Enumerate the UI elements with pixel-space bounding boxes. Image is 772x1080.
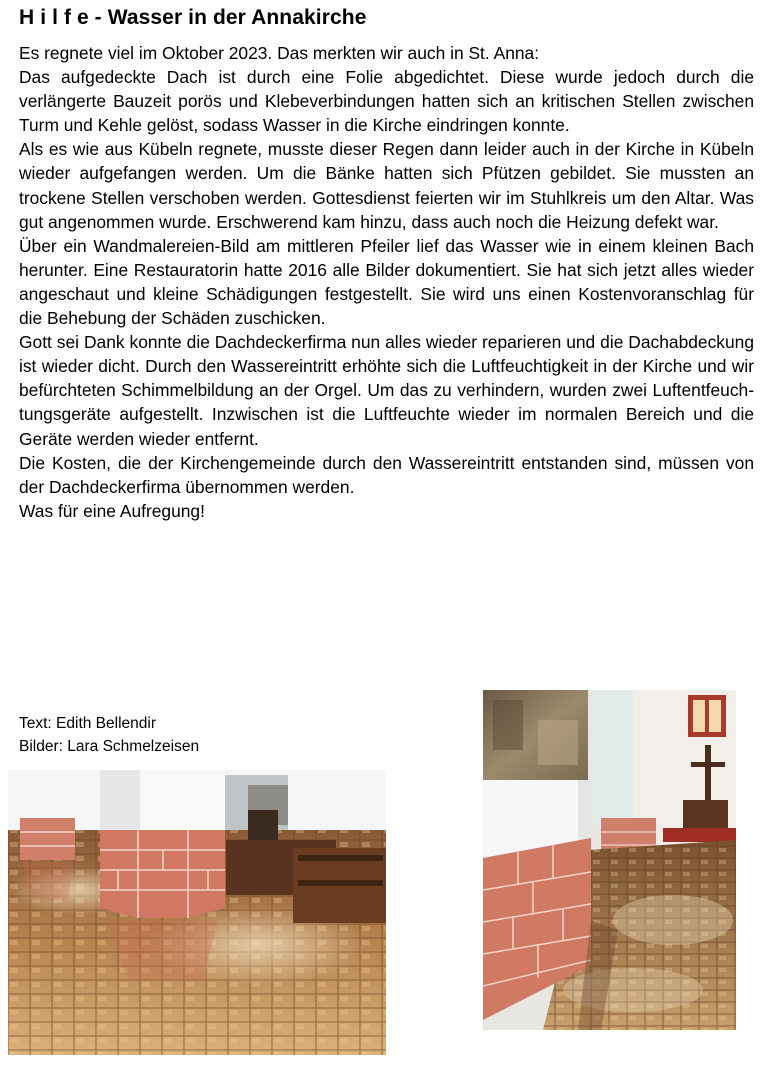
- paragraph-mural: Über ein Wandmalereien-Bild am mittleren Pfeiler lief das Wasser wie in einem kleinen Bach herunter. Eine Restauratorin hatte 2016 alle Bilder dokumentiert. Sie hat sich jetzt alles wieder angeschaut und kleine Schädigungen festgestellt. Sie wird uns einen Kostenvoranschlag für die Behebung der Schäden zuschicken.: [19, 235, 754, 329]
- article-body: [19, 41, 754, 523]
- paragraph-intro: Es regnete viel im Oktober 2023. Das merkten wir auch in St. Anna:: [19, 43, 540, 63]
- pillar-puddle-altar-photo: [483, 690, 736, 1030]
- text-credit: Text: Edith Bellendir: [19, 715, 156, 732]
- page-title: H i l f e - Wasser in der Annakirche: [19, 6, 367, 29]
- wet-floor-pillar-photo: [8, 770, 386, 1055]
- image-credit: Bilder: Lara Schmelzeisen: [19, 738, 200, 755]
- paragraph-closing: Was für eine Aufregung!: [19, 500, 205, 521]
- paragraph-rain: Als es wie aus Kübeln regnete, musste dieser Regen dann leider auch in der Kirche in Kübeln wieder aufgefangen werden. Um die Bänke hatten sich Pfützen gebildet. Sie mussten an trockene Stellen verschoben werden. Gottesdienst feierten wir im Stuhlkreis um den Altar. Was gut angenommen wurde. Erschwerend kam hinzu, dass auch noch die Heizung defekt war.: [19, 139, 754, 232]
- paragraph-costs: Die Kosten, die der Kirchengemeinde durch den Wassereintritt entstanden sind, müssen von der Dachdeckerfirma übernommen werden.: [19, 452, 754, 497]
- paragraph-roof: Das aufgedeckte Dach ist durch eine Folie abgedichtet. Diese wurde jedoch durch die verlängerte Bauzeit porös und Klebeverbindungen hatten sich an kritischen Stellen zwischen Turm und Kehle gelöst, sodass Wasser in die Kirche eindringen konnte.: [19, 67, 754, 136]
- paragraph-repair: Gott sei Dank konnte die Dachdeckerfirma nun alles wieder reparieren und die Dachabdeckung ist wieder dicht. Durch den Wassereintritt erhöhte sich die Luftfeuchtigkeit in der Kirche und wir befürchteten Schimmelbildung an der Orgel. Um das zu verhindern, wurden zwei Luftentfeuchtungsgeräte aufgestellt. Inzwischen ist die Luftfeuchte wieder im normalen Bereich und die Geräte werden wieder entfernt.: [19, 332, 754, 449]
- credits: [19, 712, 199, 758]
